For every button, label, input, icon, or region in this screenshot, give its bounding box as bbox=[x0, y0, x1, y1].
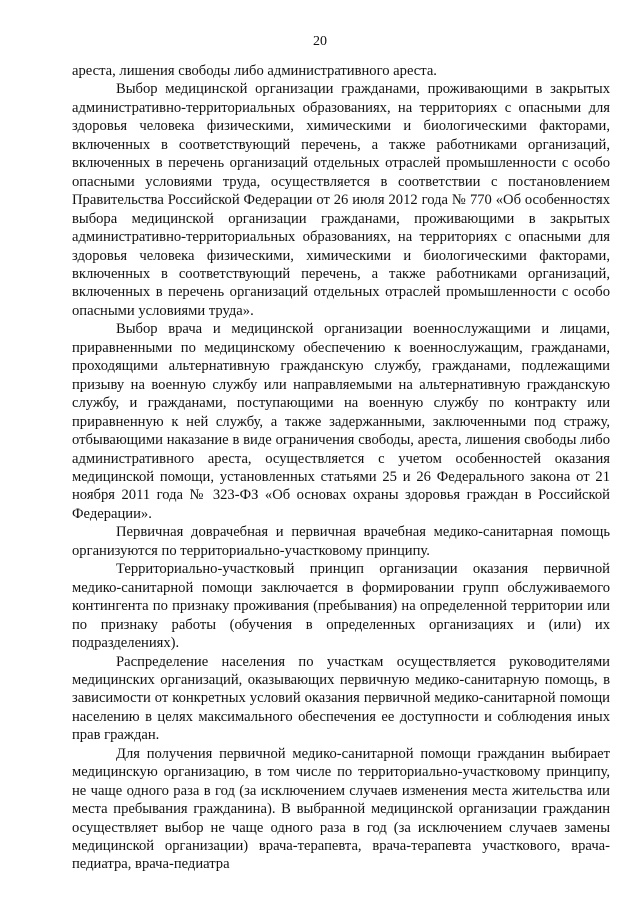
paragraph-military-choice: Выбор врача и медицинской организации военнослужащими и лицами, приравненными по медицинскому обеспечению к военнослужащим, гражданами, проходящими альтернативную гражданскую службу, гражданами, подлежащими призыву на военную службу или направляемыми на альтернативную гражданскую службу, и гражданами, поступающими на военную службу по контракту или приравненную к ней службу, а также задержанными, заключенными под стражу, отбывающими наказание в виде ограничения свободы, ареста, лишения свободы либо административного ареста, осуществляется с учетом особенностей оказания медицинской помощи, установленных статьями 25 и 26 Федерального закона от 21 ноября 2011 года № 323-ФЗ «Об основах охраны здоровья граждан в Российской Федерации». bbox=[72, 321, 610, 522]
document-body bbox=[72, 62, 610, 874]
paragraph-principle-definition: Территориально-участковый принцип организации оказания первичной медико-санитарной помощи заключается в формировании групп обслуживаемого контингента по признаку проживания (пребывания) на определенной территории или по признаку работы (обучения в определенных организациях и (или) их подразделениях). bbox=[72, 561, 610, 652]
paragraph-continuation: ареста, лишения свободы либо административного ареста. bbox=[72, 63, 437, 79]
paragraph-population-distribution: Распределение населения по участкам осуществляется руководителями медицинских организаций, оказывающих первичную медико-санитарную помощь, в зависимости от конкретных условий оказания первичной медико-санитарной помощи населению в целях максимального обеспечения ее доступности и соблюдения иных прав граждан. bbox=[72, 653, 610, 744]
page-number: 20 bbox=[313, 34, 327, 49]
paragraph-closed-territories: Выбор медицинской организации гражданами, проживающими в закрытых административно-территориальных образованиях, на территориях с опасными для здоровья человека физическими, химическими и биологическими факторами, включенных в соответствующий перечень, а также работниками организаций, включенных в перечень организаций отдельных отраслей промышленности с особо опасными условиями труда, осуществляется в соответствии с постановлением Правительства Российской Федерации от 26 июля 2012 года № 770 «Об особенностях выбора медицинской организации гражданами, проживающими в закрытых административно-территориальных образованиях, на территориях с опасными для здоровья человека физическими, химическими и биологическими факторами, включенных в соответствующий перечень, а также работниками организаций, включенных в перечень организаций отдельных отраслей промышленности с особо опасными условиями труда». bbox=[72, 81, 610, 319]
paragraph-choice-of-organization: Для получения первичной медико-санитарной помощи гражданин выбирает медицинскую организацию, в том числе по территориально-участковому принципу, не чаще одного раза в год (за исключением случаев изменения места жительства или места пребывания гражданина). В выбранной медицинской организации гражданин осуществляет выбор не чаще одного раза в год (за исключением случаев замены медицинской организации) врача-терапевта, врача-терапевта участкового, врача-педиатра, врача-педиатра bbox=[72, 745, 610, 873]
paragraph-territorial-principle: Первичная доврачебная и первичная врачебная медико-санитарная помощь организуются по территориально-участковому принципу. bbox=[72, 524, 610, 559]
